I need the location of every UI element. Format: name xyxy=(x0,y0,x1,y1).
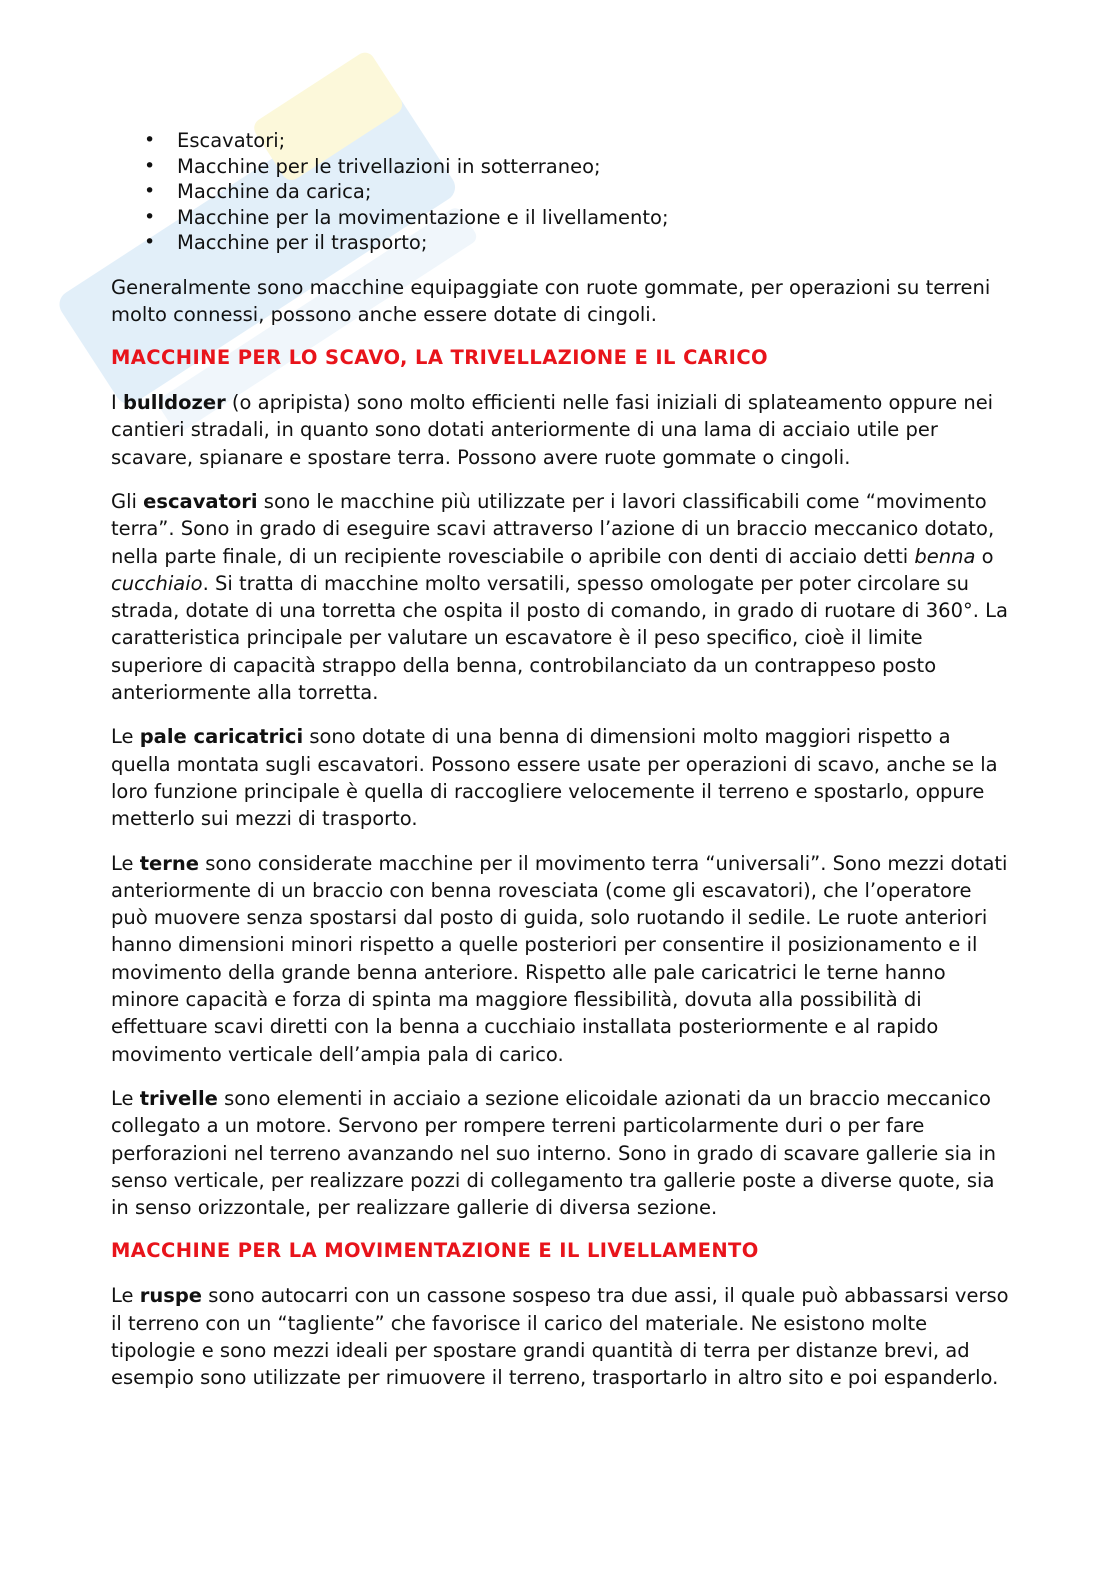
term-benna: benna xyxy=(914,544,976,568)
list-item: • Escavatori; xyxy=(111,128,1011,154)
paragraph-pale-caricatrici: Le pale caricatrici sono dotate di una benna di dimensioni molto maggiori rispetto a quella montata sugli escavatori. Possono essere usate per operazioni di scavo, anche se la loro funzione principale è quella di raccogliere velocemente il terreno e spostarlo, oppure metterlo sui mezzi di trasporto. xyxy=(111,725,998,831)
machine-types-list xyxy=(111,128,1011,256)
list-item: • Macchine da carica; xyxy=(111,179,1011,205)
list-item: • Macchine per il trasporto; xyxy=(111,230,1011,256)
term-bulldozer: bulldozer xyxy=(122,391,226,415)
section-heading-movimentazione: MACCHINE PER LA MOVIMENTAZIONE E IL LIVELLAMENTO xyxy=(111,1239,759,1263)
paragraph-ruspe: Le ruspe sono autocarri con un cassone sospeso tra due assi, il quale può abbassarsi verso il terreno con un “tagliente” che favorisce il carico del materiale. Ne esistono molte tipologie e sono mezzi ideali per spostare grandi quantità di terra per distanze brevi, ad esempio sono utilizzate per rimuovere il terreno, trasportarlo in altro sito e poi espanderlo. xyxy=(111,1284,1009,1390)
term-cucchiaio: cucchiaio xyxy=(111,571,203,595)
term-escavatori: escavatori xyxy=(143,489,258,513)
paragraph-trivelle: Le trivelle sono elementi in acciaio a sezione elicoidale azionati da un braccio meccanico collegato a un motore. Servono per rompere terreni particolarmente duri o per fare perforazioni nel terreno avanzando nel suo interno. Sono in grado di scavare gallerie sia in senso verticale, per realizzare pozzi di collegamento tra gallerie poste a diverse quote, sia in senso orizzontale, per realizzare gallerie di diversa sezione. xyxy=(111,1086,996,1220)
list-item: • Macchine per la movimentazione e il livellamento; xyxy=(111,205,1011,231)
intro-paragraph: Generalmente sono macchine equipaggiate con ruote gommate, per operazioni su terreni molto connessi, possono anche essere dotate di cingoli. xyxy=(111,275,991,326)
paragraph-bulldozer: I bulldozer (o apripista) sono molto efficienti nelle fasi iniziali di splateamento oppure nei cantieri stradali, in quanto sono dotati anteriormente di una lama di acciaio utile per scavare, spianare e spostare terra. Possono avere ruote gommate o cingoli. xyxy=(111,391,994,469)
term-pale-caricatrici: pale caricatrici xyxy=(139,725,304,749)
term-ruspe: ruspe xyxy=(139,1284,203,1308)
section-heading-scavo: MACCHINE PER LO SCAVO, LA TRIVELLAZIONE E IL CARICO xyxy=(111,346,769,370)
paragraph-escavatori: Gli escavatori sono le macchine più utilizzate per i lavori classificabili come “movimento terra”. Sono in grado di eseguire scavi attraverso l’azione di un braccio meccanico dotato, nella parte finale, di un recipiente rovesciabile o apribile con denti di acciaio detti benna o cucchiaio. Si tratta di macchine molto versatili, spesso omologate per poter circolare su strada, dotate di una torretta che ospita il posto di comando, in grado di ruotare di 360°. La caratteristica principale per valutare un escavatore è il peso specifico, cioè il limite superiore di capacità strappo della benna, controbilanciato da un contrappeso posto anteriormente alla torretta. xyxy=(111,489,1008,705)
list-item: • Macchine per le trivellazioni in sotterraneo; xyxy=(111,154,1011,180)
document-page xyxy=(111,128,1011,1409)
paragraph-terne: Le terne sono considerate macchine per il movimento terra “universali”. Sono mezzi dotati anteriormente di un braccio con benna rovesciata (come gli escavatori), che l’operatore può muovere senza spostarsi dal posto di guida, solo ruotando il sedile. Le ruote anteriori hanno dimensioni minori rispetto a quelle posteriori per consentire il posizionamento e il movimento della grande benna anteriore. Rispetto alle pale caricatrici le terne hanno minore capacità e forza di spinta ma maggiore flessibilità, dovuta alla possibilità di effettuare scavi diretti con la benna a cucchiaio installata posteriormente e al rapido movimento verticale dell’ampia pala di carico. xyxy=(111,851,1008,1066)
term-trivelle: trivelle xyxy=(139,1086,218,1110)
term-terne: terne xyxy=(139,851,199,875)
